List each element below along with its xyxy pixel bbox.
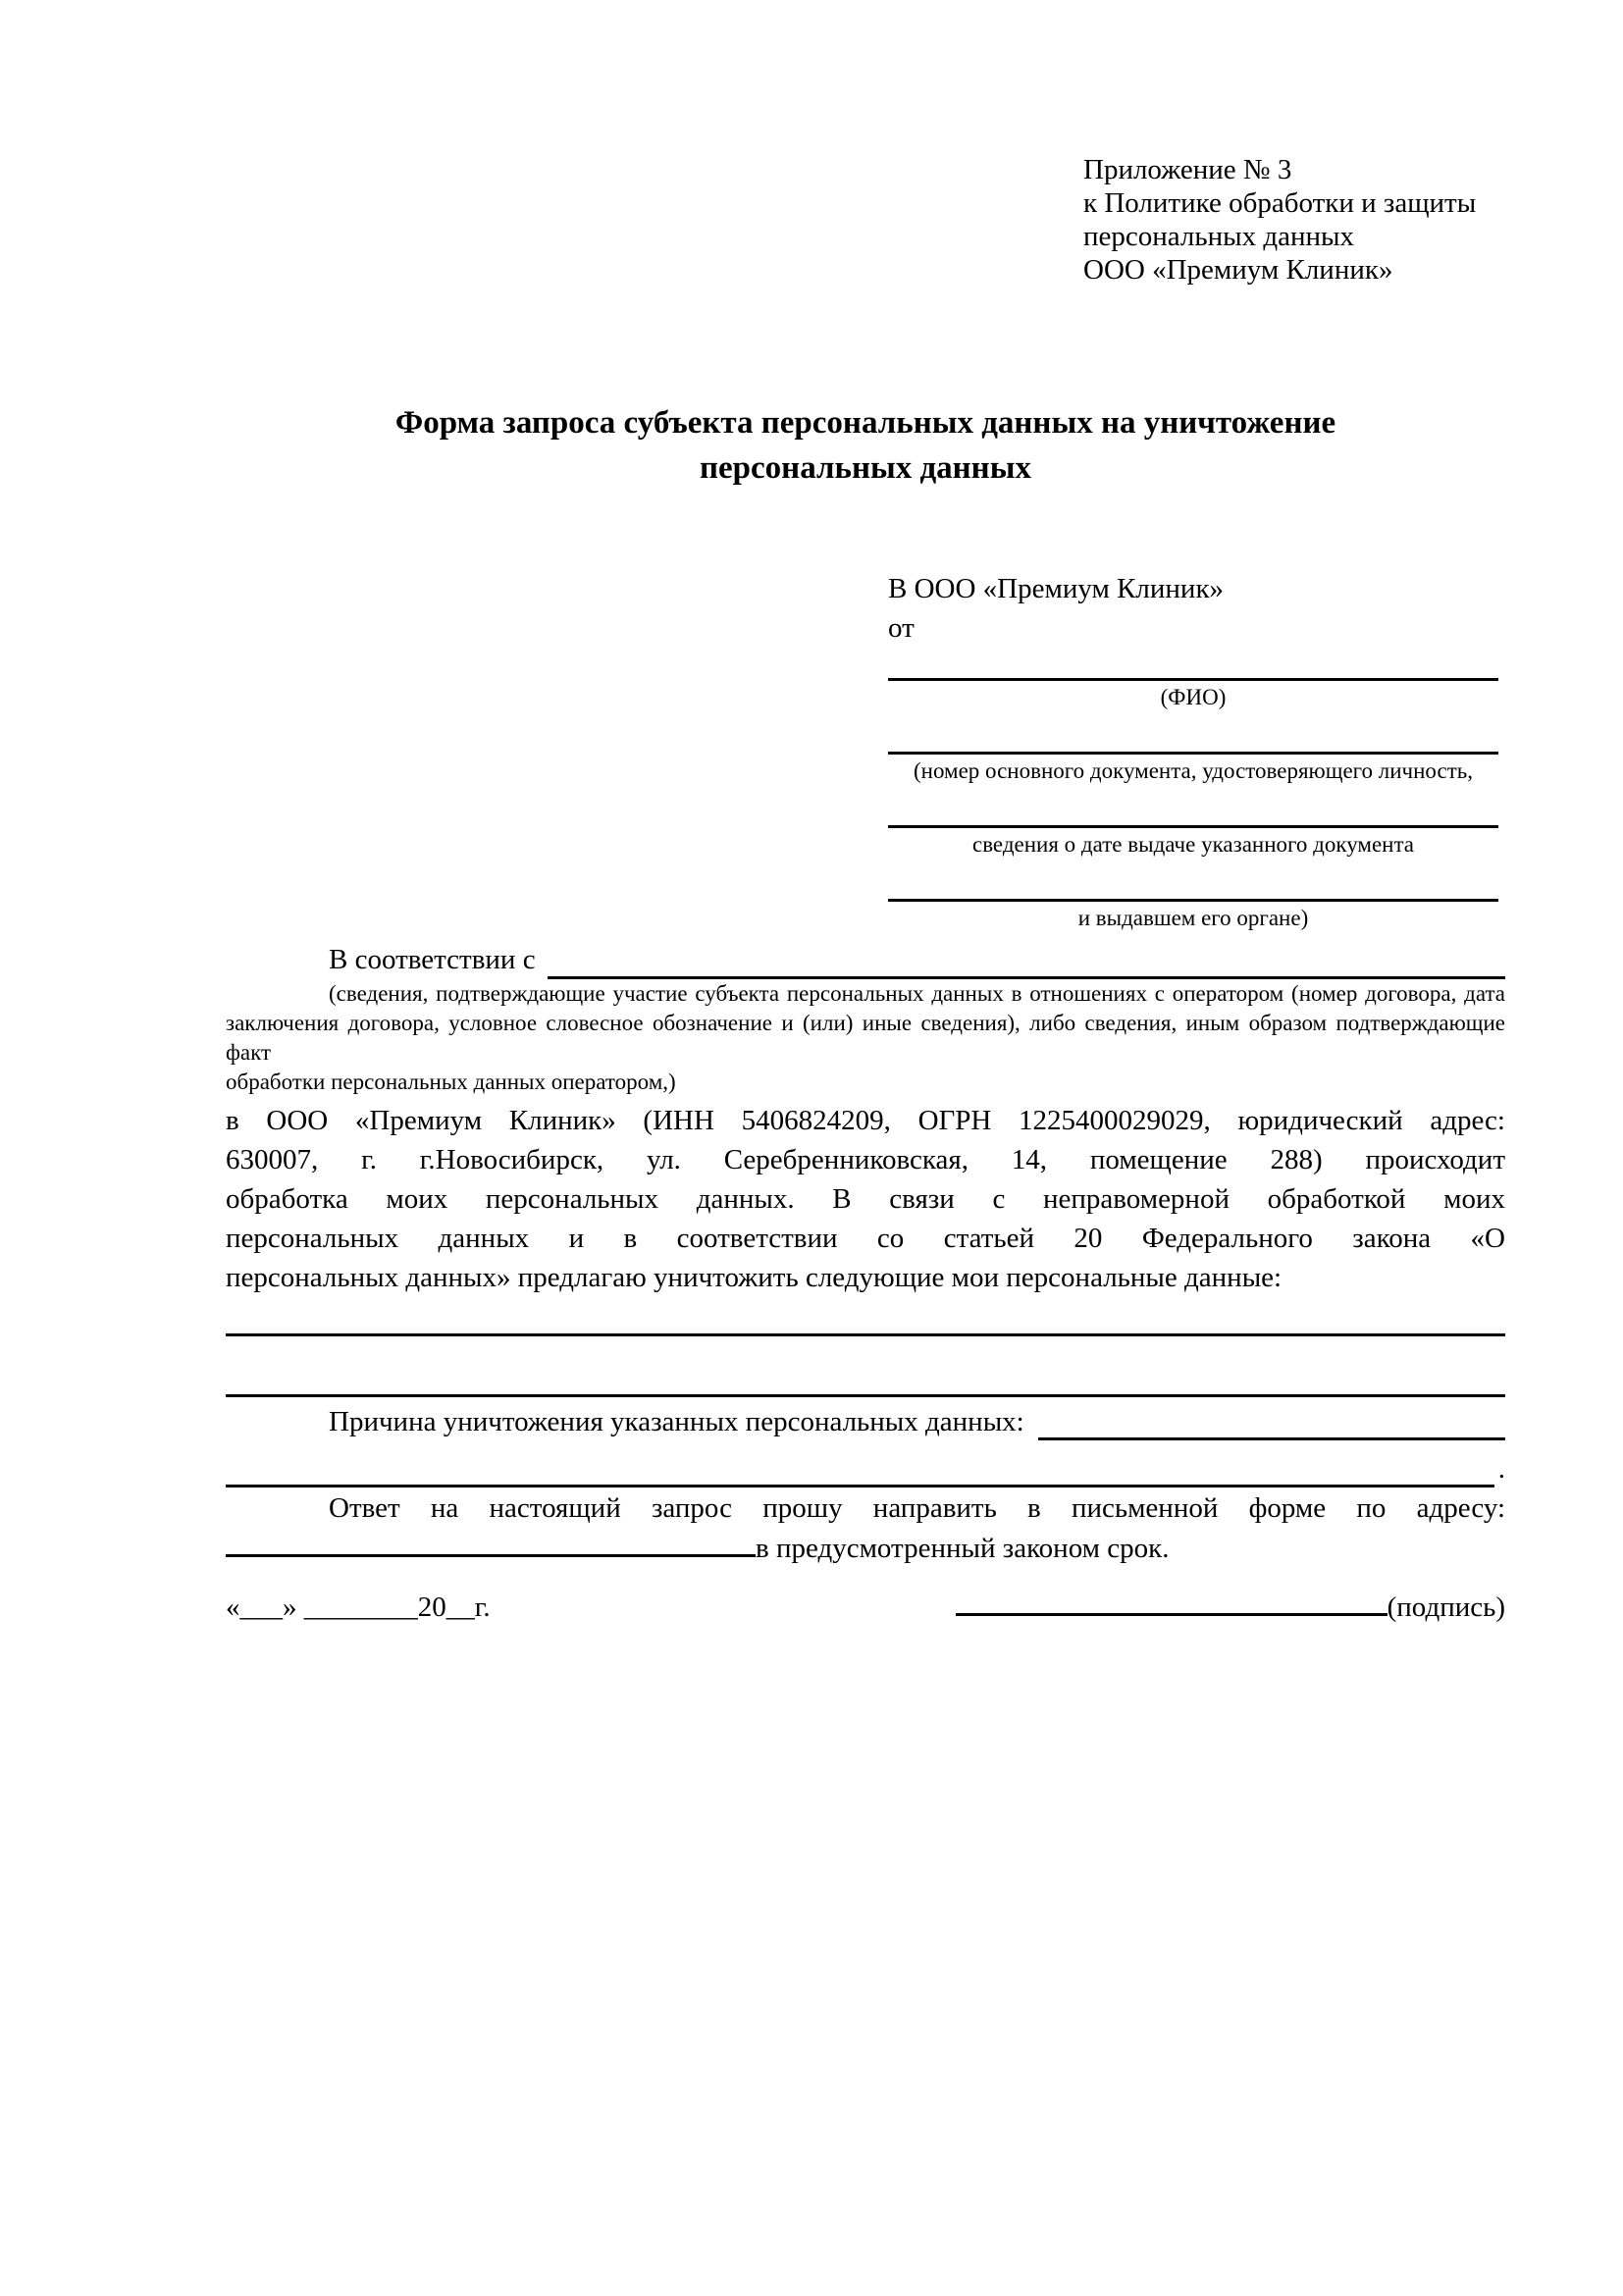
request-paragraph <box>226 1101 1505 1297</box>
request-paragraph-line: 630007, г. г.Новосибирск, ул. Серебренниковская, 14, помещение 288) происходит <box>226 1144 1505 1175</box>
accordance-input-line[interactable] <box>548 971 1505 979</box>
reason-continuation-row <box>226 1440 1505 1487</box>
from-label: от <box>888 612 915 644</box>
address-input-line[interactable] <box>226 1553 756 1557</box>
request-paragraph-line: персональных данных и в соответствии со статьей 20 Федерального закона «О <box>226 1223 1505 1254</box>
request-paragraph-line: обработка моих персональных данных. В связи с неправомерной обработкой моих <box>226 1183 1505 1215</box>
document-number-field <box>888 711 1498 785</box>
issue-date-caption: сведения о дате выдаче указанного документа <box>971 832 1415 857</box>
accordance-row <box>226 934 1505 979</box>
request-paragraph-line: в ООО «Премиум Клиник» (ИНН 5406824209, ОГРН 1225400029029, юридический адрес: <box>226 1105 1505 1136</box>
signature-group <box>956 1590 1505 1625</box>
appendix-header-line: персональных данных <box>1083 221 1355 252</box>
document-number-input-line[interactable] <box>888 711 1498 755</box>
document-title-line: Форма запроса субъекта персональных данных на уничтожение <box>394 405 1336 441</box>
personal-data-input-line-1[interactable] <box>226 1297 1505 1336</box>
answer-tail: в предусмотренный законом срок. <box>756 1533 1170 1564</box>
answer-address-row <box>226 1529 1505 1568</box>
accordance-label: В соответствии с <box>329 944 536 975</box>
answer-sentence: Ответ на настоящий запрос прошу направить в письменной форме по адресу: <box>329 1492 1505 1524</box>
personal-data-input-line-2[interactable] <box>226 1336 1505 1397</box>
appendix-header-line: ООО «Премиум Клиник» <box>1083 254 1393 286</box>
reason-row <box>226 1397 1505 1440</box>
issue-date-input-line[interactable] <box>888 785 1498 828</box>
signature-caption: (подпись) <box>1387 1592 1505 1623</box>
date-blank-line[interactable]: «___» ________20__г. <box>226 1592 491 1623</box>
reason-label: Причина уничтожения указанных персональных данных: <box>329 1406 1024 1437</box>
fio-field <box>888 648 1498 711</box>
fio-caption: (ФИО) <box>1160 685 1227 709</box>
addressee-block <box>888 569 1498 932</box>
accordance-note-line: заключения договора, условное словесное обозначение и (или) иные сведения), либо сведения, иным образом подтверждающие факт <box>226 1011 1505 1065</box>
document-title-line: персональных данных <box>700 450 1031 486</box>
period: . <box>1497 1453 1505 1485</box>
document-title <box>226 400 1505 491</box>
issuing-authority-caption: и выдавшем его органе) <box>1077 906 1309 930</box>
accordance-note-line: (сведения, подтверждающие участие субъекта персональных данных в отношениях с оператором (номер договора, дата <box>329 981 1505 1006</box>
issue-date-field <box>888 785 1498 859</box>
issuing-authority-input-line[interactable] <box>888 859 1498 902</box>
reason-input-line[interactable] <box>1038 1433 1505 1440</box>
appendix-header-line: Приложение № 3 <box>1083 154 1292 185</box>
appendix-header-line: к Политике обработки и защиты <box>1083 187 1477 219</box>
request-paragraph-line: персональных данных» предлагаю уничтожить следующие мои персональные данные: <box>226 1262 1283 1293</box>
accordance-note <box>226 979 1505 1097</box>
signature-input-line[interactable] <box>956 1612 1387 1616</box>
reason-input-line-2[interactable] <box>226 1480 1494 1487</box>
issuing-authority-field <box>888 859 1498 932</box>
fio-input-line[interactable] <box>888 648 1498 681</box>
footer-row <box>226 1590 1505 1625</box>
accordance-note-line: обработки персональных данных оператором,) <box>226 1070 676 1094</box>
appendix-header <box>1083 153 1476 287</box>
main-body <box>226 934 1505 1625</box>
document-number-caption: (номер основного документа, удостоверяющего личность, <box>913 758 1473 783</box>
addressee-organization: В ООО «Премиум Клиник» <box>888 573 1225 604</box>
